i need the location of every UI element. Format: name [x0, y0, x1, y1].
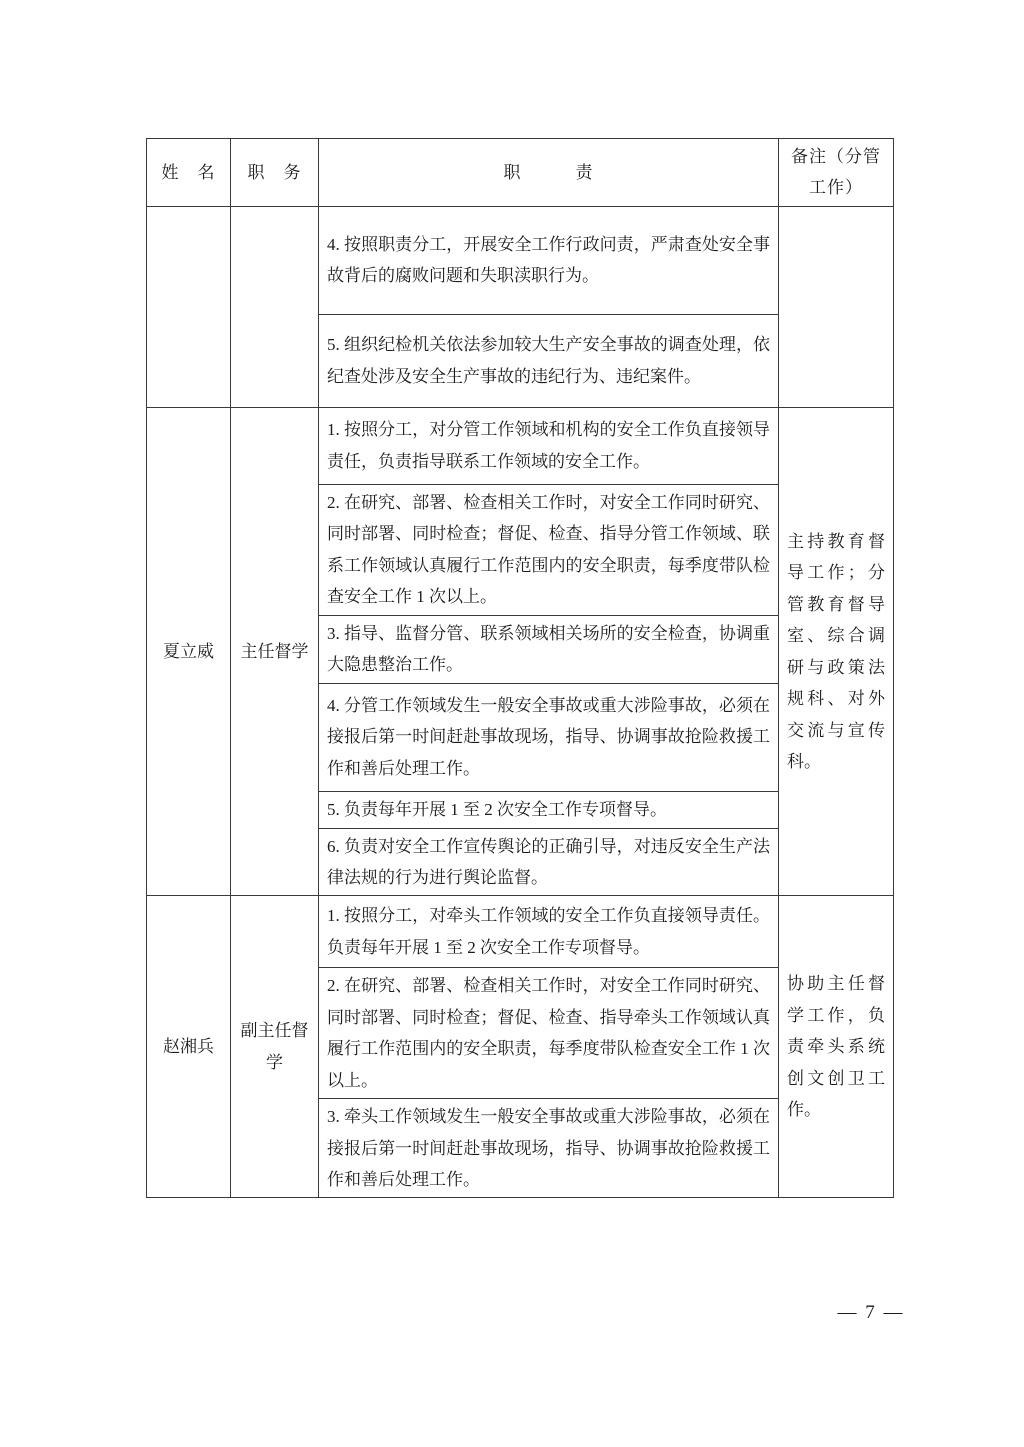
remark-cell: 协助主任督学工作，负责牵头系统创文创卫工作。: [779, 896, 894, 1198]
table-header-row: [147, 139, 894, 207]
header-position: 职 务: [231, 139, 319, 207]
position-cell: [231, 206, 319, 407]
remark-cell: 主持教育督导工作；分管教育督导室、综合调研与政策法规科、对外交流与宣传科。: [779, 407, 894, 896]
position-cell: 副主任督学: [231, 896, 319, 1198]
name-cell: 夏立威: [147, 407, 231, 896]
header-remark: 备注（分管工作）: [779, 139, 894, 207]
table-row: [147, 206, 894, 314]
duty-cell: 2. 在研究、部署、检查相关工作时，对安全工作同时研究、同时部署、同时检查；督促、检查、指导牵头工作领域认真履行工作范围内的安全职责，每季度带队检查安全工作 1 次以上。: [319, 968, 779, 1099]
name-cell: 赵湘兵: [147, 896, 231, 1198]
duty-table: [146, 138, 894, 1198]
duty-cell: 1. 按照分工，对牵头工作领域的安全工作负直接领导责任。负责每年开展 1 至 2 次安全工作专项督导。: [319, 896, 779, 968]
name-cell: [147, 206, 231, 407]
duty-cell: 1. 按照分工，对分管工作领域和机构的安全工作负直接领导责任，负责指导联系工作领域的安全工作。: [319, 407, 779, 484]
header-name: 姓 名: [147, 139, 231, 207]
duty-cell: 3. 牵头工作领域发生一般安全事故或重大涉险事故，必须在接报后第一时间赶赴事故现场，指导、协调事故抢险救援工作和善后处理工作。: [319, 1099, 779, 1198]
page-number: — 7 —: [837, 1302, 905, 1323]
remark-cell: [779, 206, 894, 407]
duty-cell: 3. 指导、监督分管、联系领域相关场所的安全检查，协调重大隐患整治工作。: [319, 615, 779, 683]
table-row: [147, 896, 894, 968]
duty-cell: 5. 负责每年开展 1 至 2 次安全工作专项督导。: [319, 791, 779, 828]
table-row: [147, 407, 894, 484]
duty-cell: 6. 负责对安全工作宣传舆论的正确引导，对违反安全生产法律法规的行为进行舆论监督。: [319, 828, 779, 896]
duty-cell: 4. 分管工作领域发生一般安全事故或重大涉险事故，必须在接报后第一时间赶赴事故现场，指导、协调事故抢险救援工作和善后处理工作。: [319, 683, 779, 791]
duty-cell: 2. 在研究、部署、检查相关工作时，对安全工作同时研究、同时部署、同时检查；督促、检查、指导分管工作领域、联系工作领域认真履行工作范围内的安全职责，每季度带队检查安全工作 1 次以上。: [319, 484, 779, 615]
duty-cell: 5. 组织纪检机关依法参加较大生产安全事故的调查处理，依纪查处涉及安全生产事故的违纪行为、违纪案件。: [319, 314, 779, 407]
header-duty: 职 责: [319, 139, 779, 207]
position-cell: 主任督学: [231, 407, 319, 896]
duty-cell: 4. 按照职责分工，开展安全工作行政问责，严肃查处安全事故背后的腐败问题和失职渎职行为。: [319, 206, 779, 314]
